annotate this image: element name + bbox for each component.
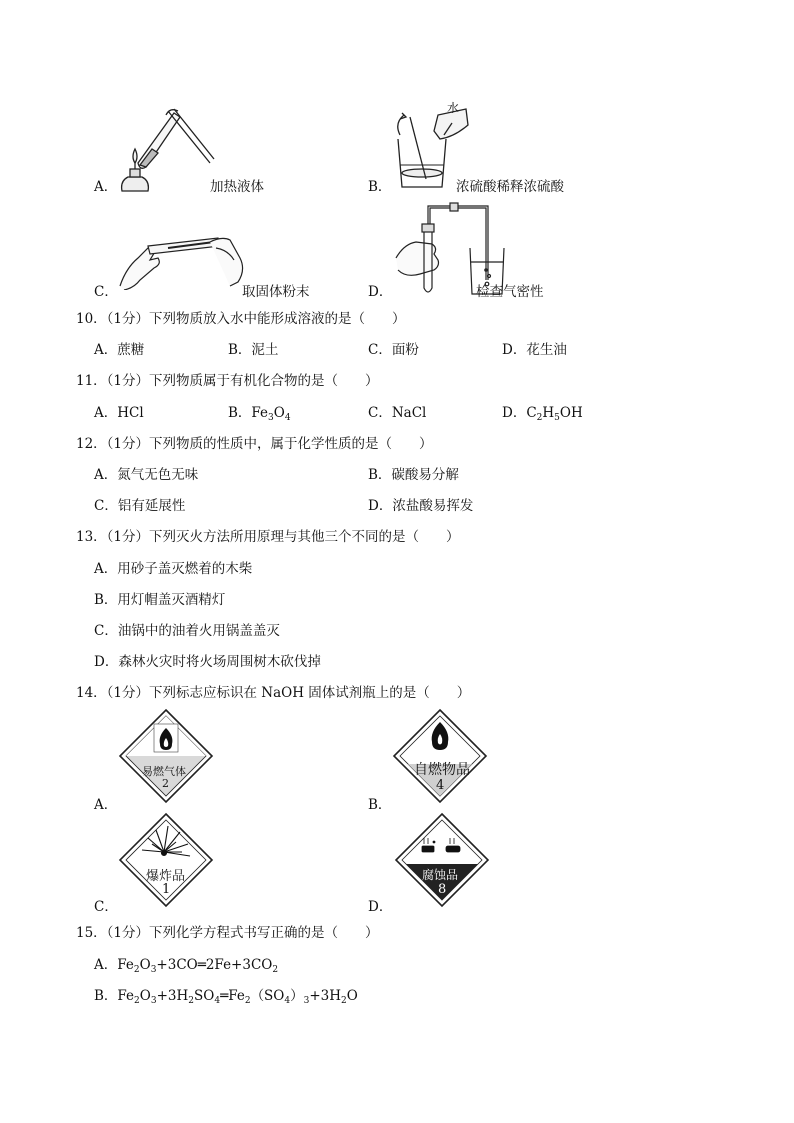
q12-option-b: B．碳酸易分解: [368, 467, 459, 483]
q12-option-c: C．铝有延展性: [94, 498, 186, 514]
q9-option-a-caption: 加热液体: [210, 179, 264, 195]
q13-option-d: D．森林火灾时将火场周围树木砍伐掉: [94, 654, 321, 670]
sign-d-num: 8: [438, 882, 447, 897]
q15-option-b: B．$Fe_2O_3+3H_2SO_4═Fe_2(SO_4)_3+3H_2O$: [94, 988, 358, 1006]
heating-liquid-figure: [112, 105, 222, 195]
sign-a-text: 易燃气体: [142, 765, 186, 778]
q10-option-d: D．花生油: [502, 342, 567, 358]
q10-stem: 10．（1分）下列物质放入水中能形成溶液的是（ ）: [76, 311, 406, 327]
sign-b-num: 4: [436, 778, 445, 793]
sign-a-num: 2: [162, 777, 169, 790]
sign-c-text: 爆炸品: [146, 869, 186, 884]
q12-option-d: D．浓盐酸易挥发: [368, 498, 474, 514]
q9-option-c-caption: 取固体粉末: [242, 284, 310, 300]
q12-option-a: A．氮气无色无味: [94, 467, 199, 483]
q9-option-b-caption: 浓硫酸稀释浓硫酸: [456, 179, 564, 195]
q14-option-b-letter: B．: [368, 797, 392, 813]
sign-b-text: 自燃物品: [414, 762, 470, 778]
q12-stem: 12．（1分）下列物质的性质中，属于化学性质的是（ ）: [76, 436, 433, 452]
q11-stem: 11．（1分）下列物质属于有机化合物的是（ ）: [76, 373, 379, 389]
q9-option-c-letter: C．: [94, 284, 118, 300]
q9-option-d-caption: 检查气密性: [476, 284, 544, 300]
sign-d-text: 腐蚀品: [422, 868, 459, 882]
q15-stem: 15．（1分）下列化学方程式书写正确的是（ ）: [76, 925, 379, 941]
q14-option-a-letter: A．: [94, 797, 118, 813]
q9-option-a-letter: A．: [94, 179, 118, 195]
q13-stem: 13．（1分）下列灭火方法所用原理与其他三个不同的是（ ）: [76, 529, 460, 545]
q9-option-b-letter: B．: [368, 179, 392, 195]
water-label: 水: [447, 101, 460, 115]
q14-option-c-letter: C．: [94, 899, 118, 915]
q14-stem: 14．（1分）下列标志应标识在 NaOH 固体试剂瓶上的是（ ）: [76, 685, 471, 701]
q10-option-c: C．面粉: [368, 342, 419, 358]
q13-option-c: C．油锅中的油着火用锅盖盖灭: [94, 623, 280, 639]
q11-option-a: A．HCl: [94, 405, 144, 421]
q11-option-d: D．$C_2H_5OH$: [502, 405, 583, 423]
q11-option-c: C．NaCl: [368, 405, 427, 421]
sign-c-num: 1: [162, 882, 171, 897]
q13-option-a: A．用砂子盖灭燃着的木柴: [94, 561, 253, 577]
q9-option-d-letter: D．: [368, 284, 393, 300]
q13-option-b: B．用灯帽盖灭酒精灯: [94, 592, 226, 608]
q10-option-a: A．蔗糖: [94, 342, 145, 358]
q15-option-a: A．$Fe_2O_3+3CO═2Fe+3CO_2$: [94, 957, 279, 975]
q10-option-b: B．泥土: [228, 342, 279, 358]
q14-option-d-letter: D．: [368, 899, 393, 915]
solid-powder-figure: [118, 228, 248, 290]
q11-option-b: B．$Fe_3O_4$: [228, 405, 291, 423]
